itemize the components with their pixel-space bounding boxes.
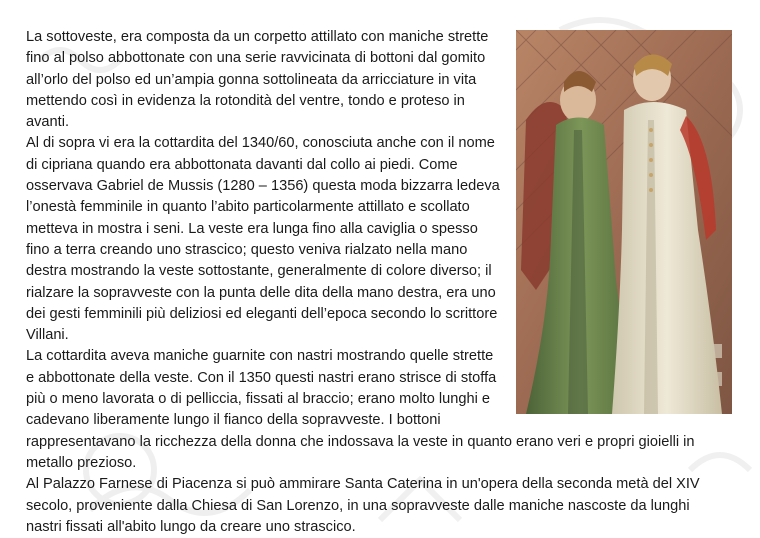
fresco-image-santa-caterina xyxy=(516,30,732,414)
paragraph-maniche: La cottardita aveva maniche guarnite con nastri mostrando quelle strette e abbottonate della veste. Con il 1350 questi nastri erano strisce di stoffa più o meno lavorata o di pelliccia, fissati al braccio; erano molto lunghi e cadevano liberamente lungo il fianco della sopravveste. I bottoni rappresentavano la ricchezza della donna che indossava la veste in quanto erano veri e propri gioielli in metallo prezioso. xyxy=(26,348,695,471)
paragraph-palazzo-farnese: Al Palazzo Farnese di Piacenza si può ammirare Santa Caterina in un'opera della seconda metà del XIV secolo, proveniente dalla Chiesa di San Lorenzo, in una sopravveste dalle maniche nascoste da lunghi nastri fissati all'abito lungo da creare uno strascico. xyxy=(26,476,700,535)
paragraph-cottardita: Al di sopra vi era la cottardita del 1340/60, conosciuta anche con il nome di cipriana quando era abbottonata davanti dal collo ai piedi. Come osservava Gabriel de Mussis (1280 – 1356) questa moda bizzarra ledeva l’onestà femminile in quanto l’abito particolarmente attillato e scollato metteva in mostra i seni. La veste era lunga fino alla caviglia o spesso fino a terra creando uno strascico; questo veniva rialzato nella mano destra mostrando la veste sottostante, generalmente di colore diverso; il rialzare la sopravveste con la punta delle dita della mano destra, era uno dei gesti femminili più deliziosi ed eleganti dell’epoca secondo lo scrittore Villani. xyxy=(26,135,500,344)
article-body xyxy=(26,27,726,538)
paragraph-sottoveste: La sottoveste, era composta da un corpetto attillato con maniche strette fino al polso abbottonate con una serie ravvicinata di bottoni dal gomito all’orlo del polso ed un’ampia gonna sottolineata da arricciature in vita mettendo così in evidenza la rotondità del ventre, tondo e proteso in avanti. xyxy=(26,29,489,131)
